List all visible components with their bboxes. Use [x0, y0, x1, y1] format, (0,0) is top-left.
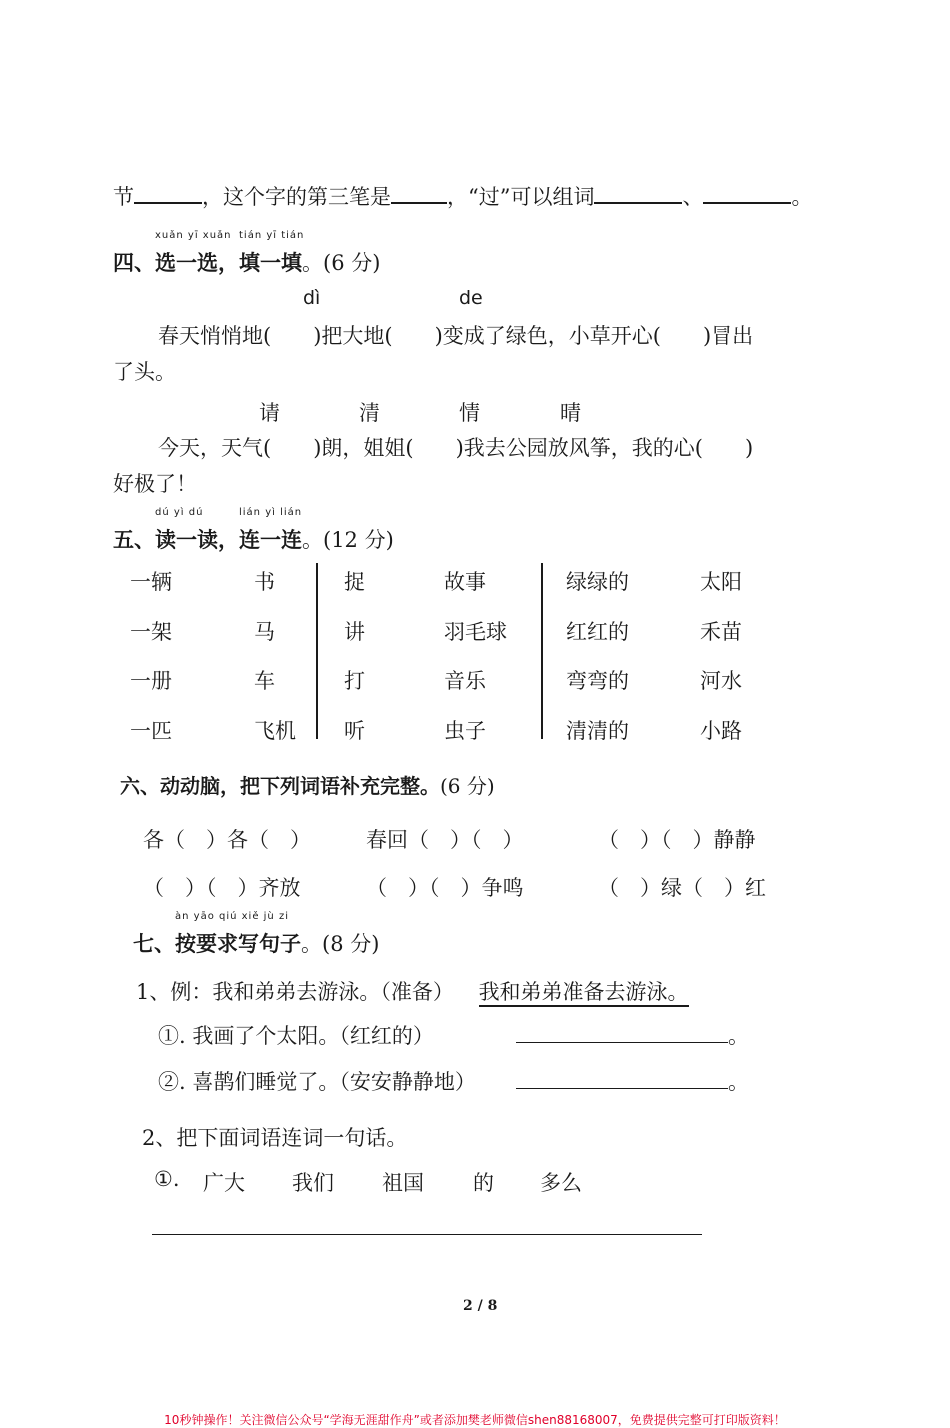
period: 。	[728, 1070, 749, 1094]
word-qing-4: 晴	[560, 401, 581, 425]
pinyin-de: de	[459, 287, 483, 309]
blank-4[interactable]	[703, 182, 791, 204]
section-5-word-2	[239, 507, 303, 554]
pinyin: xuǎn yī xuǎn	[155, 230, 232, 241]
section-6-heading	[120, 770, 495, 799]
section-7-number: 七、	[133, 931, 175, 956]
text-sep: 、	[682, 185, 704, 209]
q2-word-1: 广大	[203, 1171, 245, 1195]
blank-2[interactable]	[391, 182, 447, 204]
sentence-2-end: 好极了！	[113, 472, 197, 496]
match-c1-r2[interactable]: 一架	[130, 620, 172, 644]
idiom-6: （ ）绿（ ）红	[598, 876, 766, 900]
q1-2-answer[interactable]	[516, 1066, 749, 1096]
q2-word-5: 多么	[540, 1171, 582, 1195]
match-c3-r2[interactable]: 讲	[344, 620, 365, 644]
idiom-4: （ ）（ ）齐放	[143, 876, 301, 900]
q2-word-2: 我们	[292, 1171, 334, 1195]
word: 读一读，	[155, 527, 239, 552]
word: 按要求写句子	[175, 931, 301, 956]
example-row	[136, 976, 689, 1006]
section-7-heading	[133, 911, 380, 958]
text-stroke: ，这个字的第三笔是	[202, 185, 391, 209]
q1-1-text: ①. 我画了个太阳。（红红的）	[158, 1024, 434, 1048]
match-c3-r3[interactable]: 打	[344, 669, 365, 693]
idiom-3: （ ）（ ）静静	[598, 828, 756, 852]
pinyin: tián yī tián	[239, 230, 305, 241]
match-c4-r1[interactable]: 故事	[444, 570, 486, 594]
match-c5-r1[interactable]: 绿绿的	[566, 570, 629, 594]
match-c2-r3[interactable]: 车	[254, 669, 275, 693]
example-answer: 我和弟弟准备去游泳。	[479, 980, 689, 1007]
sentence-1: 春天悄悄地( )把大地( )变成了绿色，小草开心( )冒出	[158, 324, 754, 348]
word: 连一连	[239, 527, 302, 552]
word-qing-3: 情	[459, 401, 480, 425]
section-5-word-1	[155, 507, 239, 554]
pinyin-di: dì	[303, 287, 321, 309]
match-c1-r4[interactable]: 一匹	[130, 719, 172, 743]
divider-2	[541, 563, 543, 739]
footer-banner: 10秒钟操作！关注微信公众号“学海无涯甜作舟”或者添加樊老师微信shen88168007，免费提供完整可打印版资料！	[164, 1413, 786, 1427]
page-number: 2 / 8	[463, 1298, 498, 1314]
match-c6-r2[interactable]: 禾苗	[700, 620, 742, 644]
section-5-number: 五、	[113, 527, 155, 552]
match-c4-r3[interactable]: 音乐	[444, 669, 486, 693]
section-5-heading	[113, 507, 394, 554]
idiom-2: 春回（ ）（ ）	[366, 828, 524, 852]
sentence-1-end: 了头。	[113, 360, 176, 384]
fill-line-1	[113, 181, 812, 211]
q2-label: 2、把下面词语连词一句话。	[142, 1126, 408, 1150]
match-c1-r1[interactable]: 一辆	[130, 570, 172, 594]
pinyin: dú yì dú	[155, 507, 204, 518]
match-c2-r4[interactable]: 飞机	[254, 719, 296, 743]
match-c5-r2[interactable]: 红红的	[566, 620, 629, 644]
text-end: 。	[791, 185, 813, 209]
q2-index: ①.	[154, 1167, 180, 1191]
section-4-heading	[113, 230, 381, 277]
match-c5-r3[interactable]: 弯弯的	[566, 669, 629, 693]
q1-2-row	[158, 1066, 476, 1096]
q2-word-3: 祖国	[382, 1171, 424, 1195]
match-c1-r3[interactable]: 一册	[130, 669, 172, 693]
match-c3-r4[interactable]: 听	[344, 719, 365, 743]
section-4-word-1	[155, 230, 239, 277]
q2-word-4: 的	[473, 1171, 494, 1195]
text-jie: 节	[113, 185, 134, 209]
divider-1	[316, 563, 318, 739]
section-6-title: 六、动动脑，把下列词语补充完整。	[120, 774, 440, 798]
blank-3[interactable]	[594, 182, 682, 204]
word: 填一填	[239, 250, 302, 275]
answer-line[interactable]	[516, 1024, 728, 1043]
word-qing-2: 清	[359, 401, 380, 425]
match-c5-r4[interactable]: 清清的	[566, 719, 629, 743]
period: 。	[728, 1024, 749, 1048]
match-c4-r2[interactable]: 羽毛球	[444, 620, 507, 644]
section-6-points: (6 分)	[440, 774, 495, 798]
answer-line[interactable]	[516, 1070, 728, 1089]
q1-2-text: ②. 喜鹊们睡觉了。（安安静静地）	[158, 1070, 476, 1094]
section-7-points: 。(8 分)	[301, 932, 380, 956]
section-4-number: 四、	[113, 250, 155, 275]
idiom-5: （ ）（ ）争鸣	[366, 876, 524, 900]
q1-1-answer[interactable]	[516, 1020, 749, 1050]
match-c4-r4[interactable]: 虫子	[444, 719, 486, 743]
pinyin: lián yì lián	[239, 507, 303, 518]
q1-1-row	[158, 1020, 434, 1050]
match-c2-r2[interactable]: 马	[254, 620, 275, 644]
word: 选一选，	[155, 250, 239, 275]
section-4-word-2	[239, 230, 305, 277]
text-guo: ，“过”可以组词	[447, 185, 595, 209]
section-4-points: 。(6 分)	[302, 251, 381, 275]
sentence-2: 今天，天气( )朗，姐姐( )我去公园放风筝，我的心( )	[158, 436, 754, 460]
section-7-word	[175, 911, 301, 958]
match-c2-r1[interactable]: 书	[254, 570, 275, 594]
idiom-1: 各（ ）各（ ）	[143, 828, 311, 852]
blank-1[interactable]	[134, 182, 202, 204]
word-qing-1: 请	[259, 401, 280, 425]
match-c6-r4[interactable]: 小路	[700, 719, 742, 743]
example-label: 1、例：我和弟弟去游泳。（准备）	[136, 980, 454, 1004]
pinyin: àn yāo qiú xiě jù zi	[175, 911, 289, 922]
q2-answer-line[interactable]	[152, 1234, 702, 1235]
section-5-points: 。(12 分)	[302, 528, 394, 552]
match-c6-r3[interactable]: 河水	[700, 669, 742, 693]
match-c3-r1[interactable]: 捉	[344, 570, 365, 594]
match-c6-r1[interactable]: 太阳	[700, 570, 742, 594]
